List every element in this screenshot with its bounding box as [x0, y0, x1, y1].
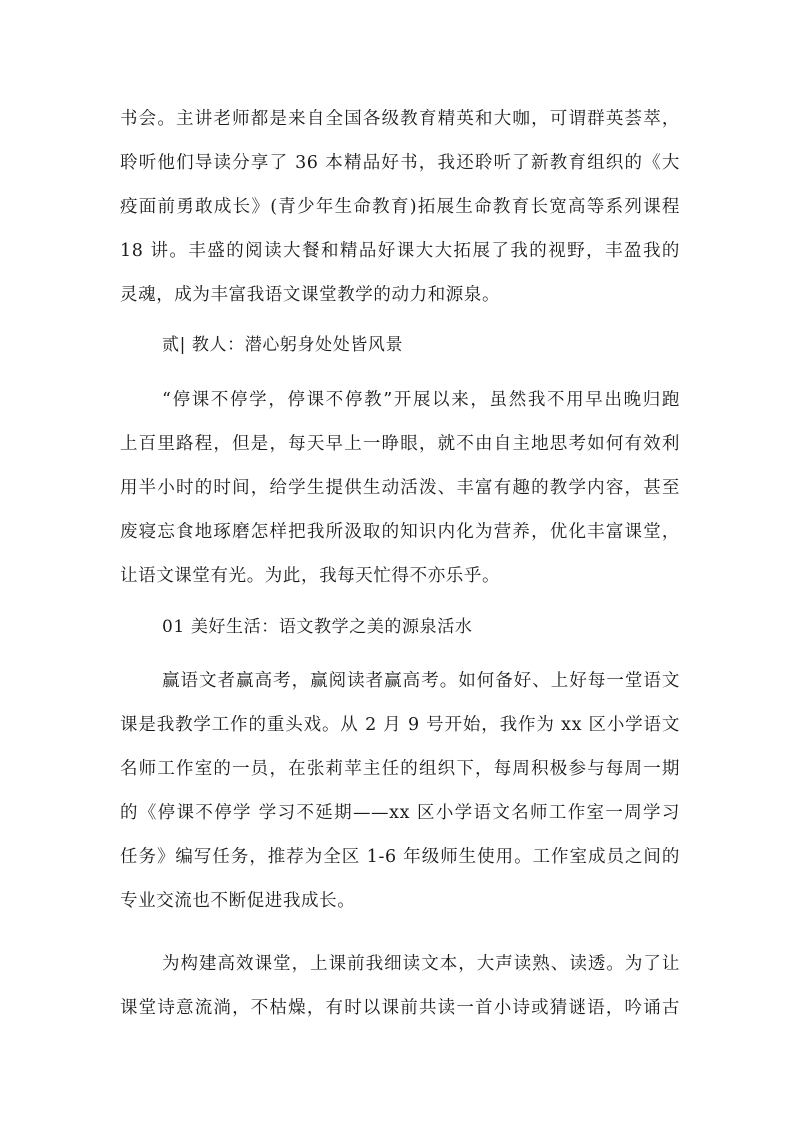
text-line: 为构建高效课堂，上课前我细读文本，大声读熟、读透。为了让 — [162, 954, 680, 974]
section-heading-3: 01 美好生活：语文教学之美的源泉活水 — [162, 617, 473, 637]
text-line: 专业交流也不断促进我成长。 — [120, 891, 356, 911]
text-line: 课堂诗意流淌，不枯燥，有时以课前共读一首小诗或猜谜语，吟诵古 — [120, 998, 680, 1018]
text-line: 上百里路程，但是，每天早上一睁眼，就不由自主地思考如何有效利 — [120, 434, 680, 454]
paragraph-2 — [120, 385, 680, 591]
text-line: 书会。主讲老师都是来自全国各级教育精英和大咖，可谓群英荟萃， — [120, 109, 680, 129]
text-line: 聆听他们导读分享了 36 本精品好书，我还聆听了新教育组织的《大 — [120, 153, 680, 173]
paragraph-3 — [120, 666, 680, 916]
section-heading-2: 贰| 教人：潜心躬身处处皆风景 — [162, 335, 404, 355]
text-line: 废寝忘食地琢磨怎样把我所汲取的知识内化为营养，优化丰富课堂， — [120, 522, 680, 542]
text-line: 让语文课堂有光。为此，我每天忙得不亦乐乎。 — [120, 566, 501, 586]
text-line: 用半小时的时间，给学生提供生动活泼、丰富有趣的教学内容，甚至 — [120, 478, 680, 498]
text-line: 的《停课不停学 学习不延期——xx 区小学语文名师工作室一周学习 — [120, 803, 680, 823]
text-line: 疫面前勇敢成长》(青少年生命教育)拓展生命教育长宽高等系列课程 — [120, 197, 680, 217]
text-line: 18 讲。丰盛的阅读大餐和精品好课大大拓展了我的视野，丰盈我的 — [120, 241, 680, 261]
text-line: 课是我教学工作的重头戏。从 2 月 9 号开始，我作为 xx 区小学语文 — [120, 715, 680, 735]
paragraph-4 — [120, 949, 680, 1023]
text-line: 赢语文者赢高考，赢阅读者赢高考。如何备好、上好每一堂语文 — [162, 671, 680, 691]
text-line: 灵魂，成为丰富我语文课堂教学的动力和源泉。 — [120, 285, 501, 305]
text-line: 任务》编写任务，推荐为全区 1-6 年级师生使用。工作室成员之间的 — [120, 847, 680, 867]
paragraph-intro — [120, 104, 680, 310]
text-line: “停课不停学，停课不停教”开展以来，虽然我不用早出晚归跑 — [162, 390, 680, 410]
text-line: 名师工作室的一员，在张莉苹主任的组织下，每周积极参与每周一期 — [120, 759, 680, 779]
